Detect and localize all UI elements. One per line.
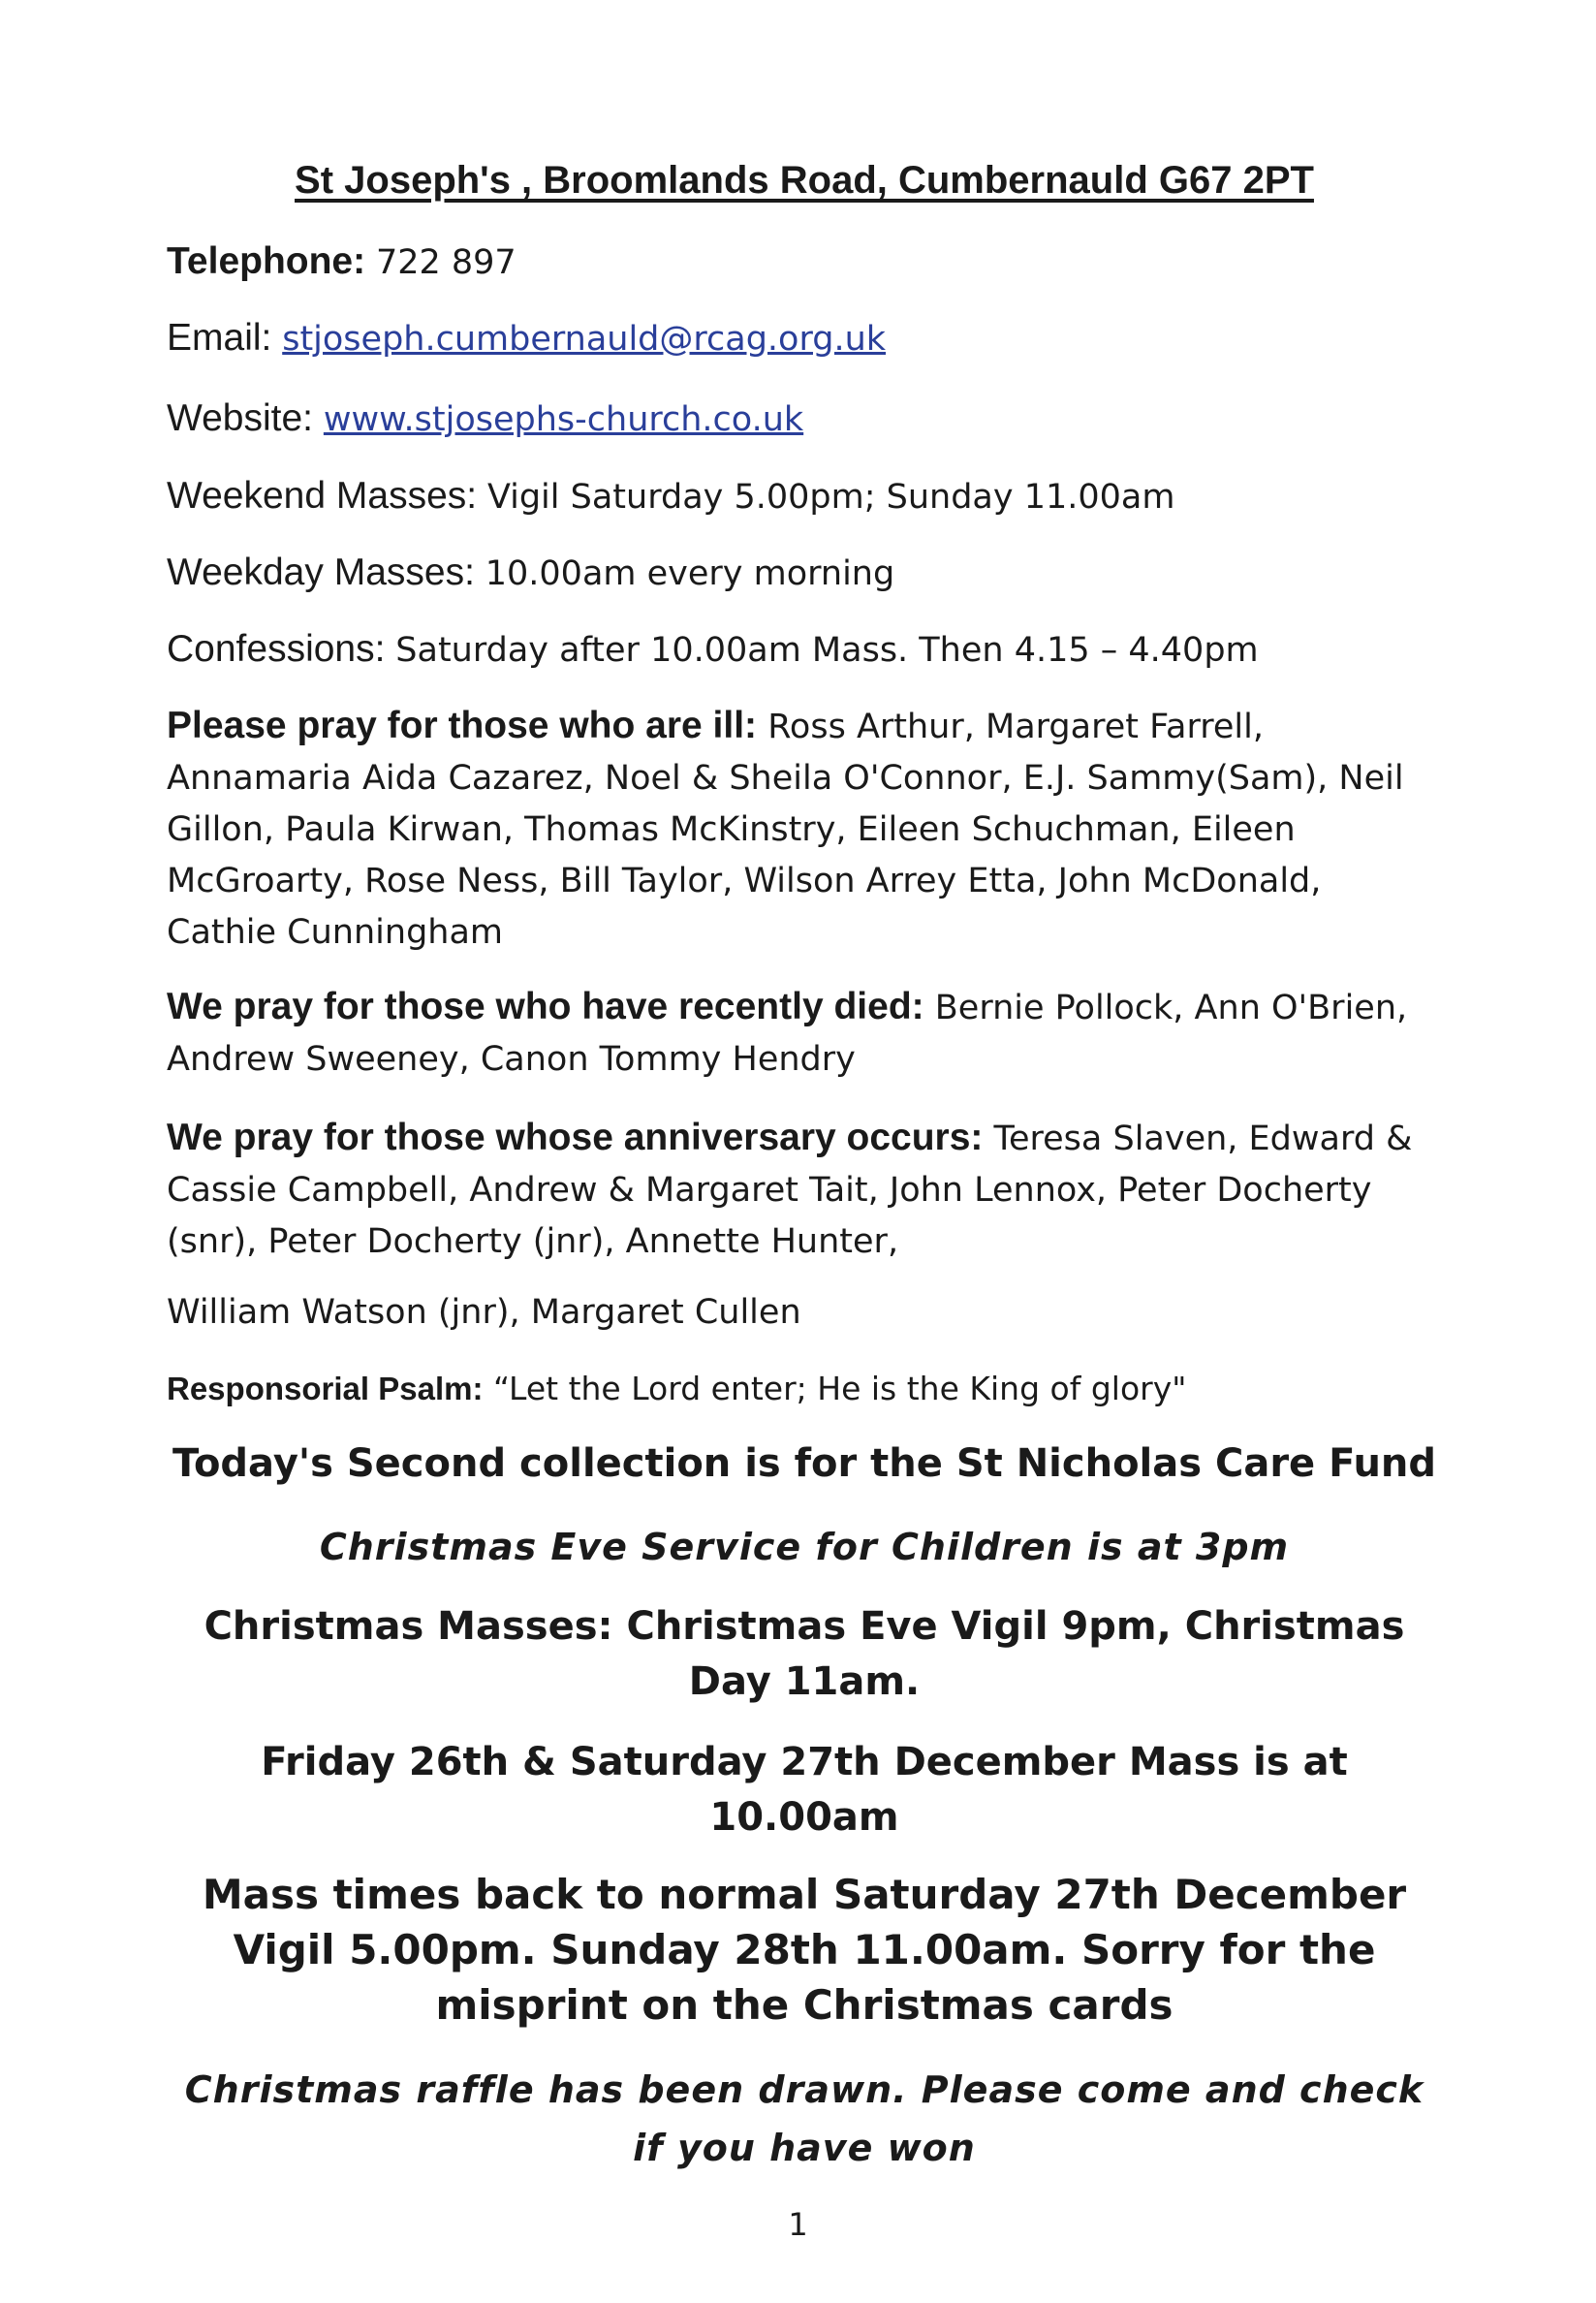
weekday-masses-value: 10.00am every morning <box>485 554 895 593</box>
website-line <box>167 393 1436 446</box>
anniversary-prayers-names-continued: William Watson (jnr), Margaret Cullen <box>167 1293 801 1332</box>
anniversary-prayers-paragraph <box>167 1112 1436 1268</box>
telephone-value: 722 897 <box>375 243 516 282</box>
anniversary-prayers-label: We pray for those whose anniversary occurs: <box>167 1117 984 1158</box>
christmas-masses-notice: Christmas Masses: Christmas Eve Vigil 9pm, Christmas Day 11am. <box>203 1604 1405 1704</box>
psalm-label: Responsorial Psalm: <box>167 1371 484 1406</box>
responsorial-psalm <box>167 1363 1436 1414</box>
email-line <box>167 312 1436 365</box>
website-label: Website: <box>167 397 314 439</box>
raffle-notice: Christmas raffle has been drawn. Please come and check if you have won <box>184 2068 1424 2169</box>
weekday-masses-line <box>167 547 1436 600</box>
died-prayers-paragraph <box>167 981 1436 1086</box>
telephone-line <box>167 236 1436 289</box>
weekday-masses-label: Weekday Masses: <box>167 552 475 593</box>
ill-prayers-label: Please pray for those who are ill: <box>167 705 758 746</box>
psalm-text: “Let the Lord enter; He is the King of glory" <box>492 1370 1187 1407</box>
died-prayers-names: Bernie Pollock, Ann O'Brien, Andrew Sweeney, Canon Tommy Hendry <box>167 989 1408 1079</box>
confessions-line <box>167 623 1436 677</box>
ill-prayers-paragraph <box>167 700 1436 959</box>
died-prayers-label: We pray for those who have recently died: <box>167 986 924 1027</box>
confessions-value: Saturday after 10.00am Mass. Then 4.15 – 4.40pm <box>395 631 1259 670</box>
december-mass-notice: Friday 26th & Saturday 27th December Mass is at 10.00am <box>261 1740 1348 1840</box>
confessions-label: Confessions: <box>167 628 386 670</box>
website-link[interactable]: www.stjosephs-church.co.uk <box>323 400 804 439</box>
children-service-notice: Christmas Eve Service for Children is at 3pm <box>319 1526 1290 1568</box>
email-label: Email: <box>167 317 272 359</box>
weekend-masses-value: Vigil Saturday 5.00pm; Sunday 11.00am <box>486 478 1175 517</box>
weekend-masses-line <box>167 470 1436 523</box>
telephone-label: Telephone: <box>167 240 366 282</box>
email-link[interactable]: stjoseph.cumbernauld@rcag.org.uk <box>282 320 887 359</box>
second-collection-notice: Today's Second collection is for the St Nicholas Care Fund <box>172 1441 1437 1486</box>
anniversary-prayers-names: Teresa Slaven, Edward & Cassie Campbell, Andrew & Margaret Tait, John Lennox, Peter Docherty (snr), Peter Docherty (jnr), Annette Hunter, <box>167 1120 1413 1261</box>
normal-times-notice: Mass times back to normal Saturday 27th December Vigil 5.00pm. Sunday 28th 11.00am. Sorry for the misprint on the Christmas cards <box>202 1871 1407 2029</box>
ill-prayers-names: Ross Arthur, Margaret Farrell, Annamaria Aida Cazarez, Noel & Sheila O'Connor, E.J. Sammy(Sam), Neil Gillon, Paula Kirwan, Thomas McKinstry, Eileen Schuchman, Eileen McGroarty, Rose Ness, Bill Taylor, Wilson Arrey Etta, John McDonald, Cathie Cunningham <box>167 708 1404 952</box>
weekend-masses-label: Weekend Masses: <box>167 475 478 517</box>
page-title: St Joseph's , Broomlands Road, Cumbernauld G67 2PT <box>295 159 1314 202</box>
page-number: 1 <box>788 2206 808 2243</box>
